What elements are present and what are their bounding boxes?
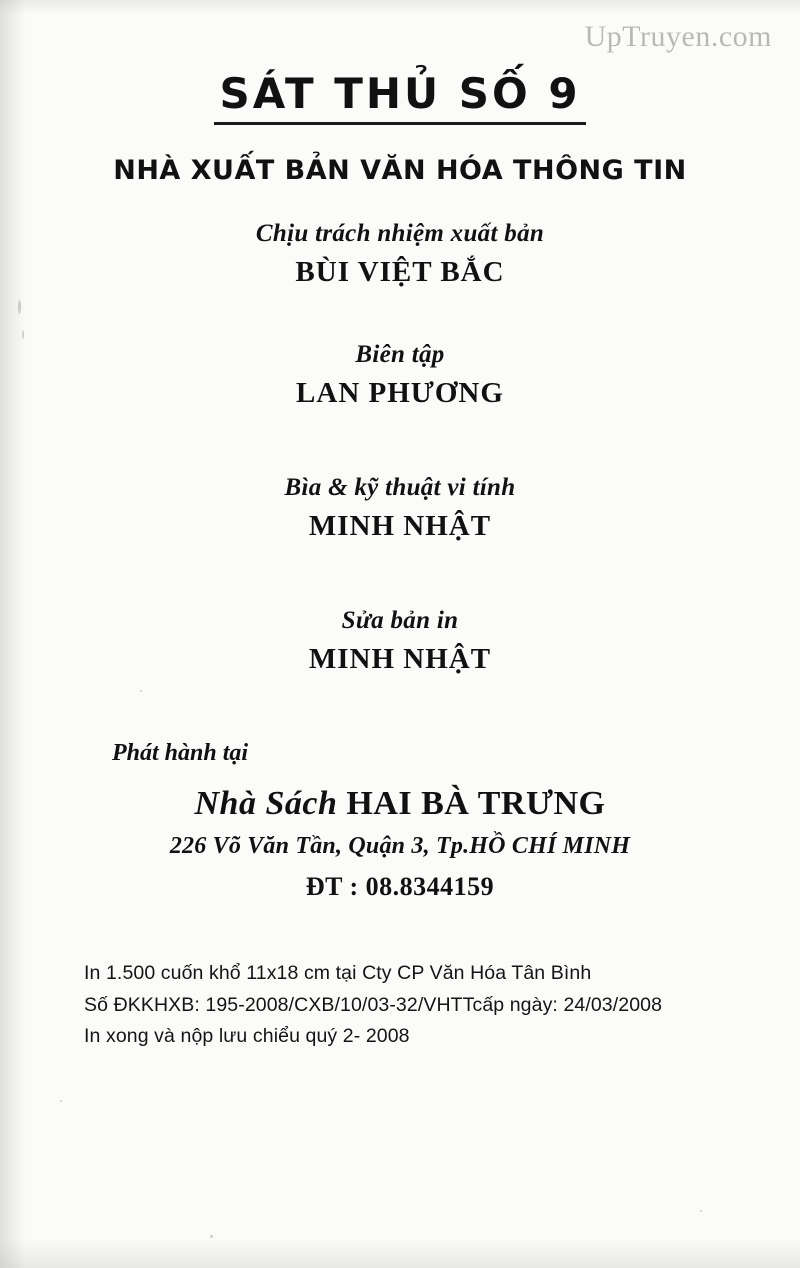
colophon-line-registration: Số ĐKKHXB: 195-2008/CXB/10/03-32/VHTTcấp ngày: 24/03/2008 xyxy=(84,993,663,1016)
credit-person-name: MINH NHẬT xyxy=(308,643,492,676)
colophon xyxy=(0,958,800,1053)
bookstore-phone: ĐT : 08.8344159 xyxy=(305,872,495,902)
bookstore-address: 226 Võ Văn Tần, Quận 3, Tp.HỒ CHÍ MINH xyxy=(169,833,631,860)
credit-block-cover-design xyxy=(0,474,800,543)
credit-role-label: Chịu trách nhiệm xuất bản xyxy=(255,220,545,248)
credit-role-label: Biên tập xyxy=(355,341,445,369)
credit-person-name: MINH NHẬT xyxy=(308,510,492,543)
bookstore-name-main: HAI BÀ TRƯNG xyxy=(346,785,606,823)
spacer xyxy=(0,710,800,740)
scan-edge-bottom xyxy=(0,1238,800,1268)
distribution-label: Phát hành tại xyxy=(112,740,249,767)
credit-block-responsible-publisher xyxy=(0,220,800,289)
credit-role-label: Bìa & kỹ thuật vi tính xyxy=(284,474,516,502)
publisher-name: NHÀ XUẤT BẢN VĂN HÓA THÔNG TIN xyxy=(113,155,687,187)
bookstore-name-prefix: Nhà Sách xyxy=(194,785,347,823)
bookstore-name xyxy=(0,785,800,823)
colophon-line-print-run: In 1.500 cuốn khổ 11x18 cm tại Cty CP Văn Hóa Tân Bình xyxy=(84,962,592,985)
spacer xyxy=(0,577,800,607)
spacer xyxy=(0,444,800,474)
scan-speck xyxy=(60,1100,62,1102)
credit-person-name: BÙI VIỆT BẮC xyxy=(295,256,505,289)
credit-block-proofreading xyxy=(0,607,800,676)
scan-speck xyxy=(700,1210,702,1212)
credit-role-label: Sửa bản in xyxy=(341,607,459,635)
title-divider xyxy=(214,122,586,125)
scan-speck xyxy=(210,1235,213,1238)
distribution-section xyxy=(0,740,800,902)
credit-person-name: LAN PHƯƠNG xyxy=(296,377,504,410)
credit-block-editor xyxy=(0,341,800,410)
colophon-line-deposit: In xong và nộp lưu chiểu quý 2- 2008 xyxy=(84,1025,410,1048)
page-content xyxy=(0,69,800,1053)
watermark-uptruyen: UpTruyen.com xyxy=(584,20,772,53)
scan-edge-top xyxy=(0,0,800,14)
spacer xyxy=(0,323,800,341)
page-title: SÁT THỦ SỐ 9 xyxy=(219,69,581,118)
